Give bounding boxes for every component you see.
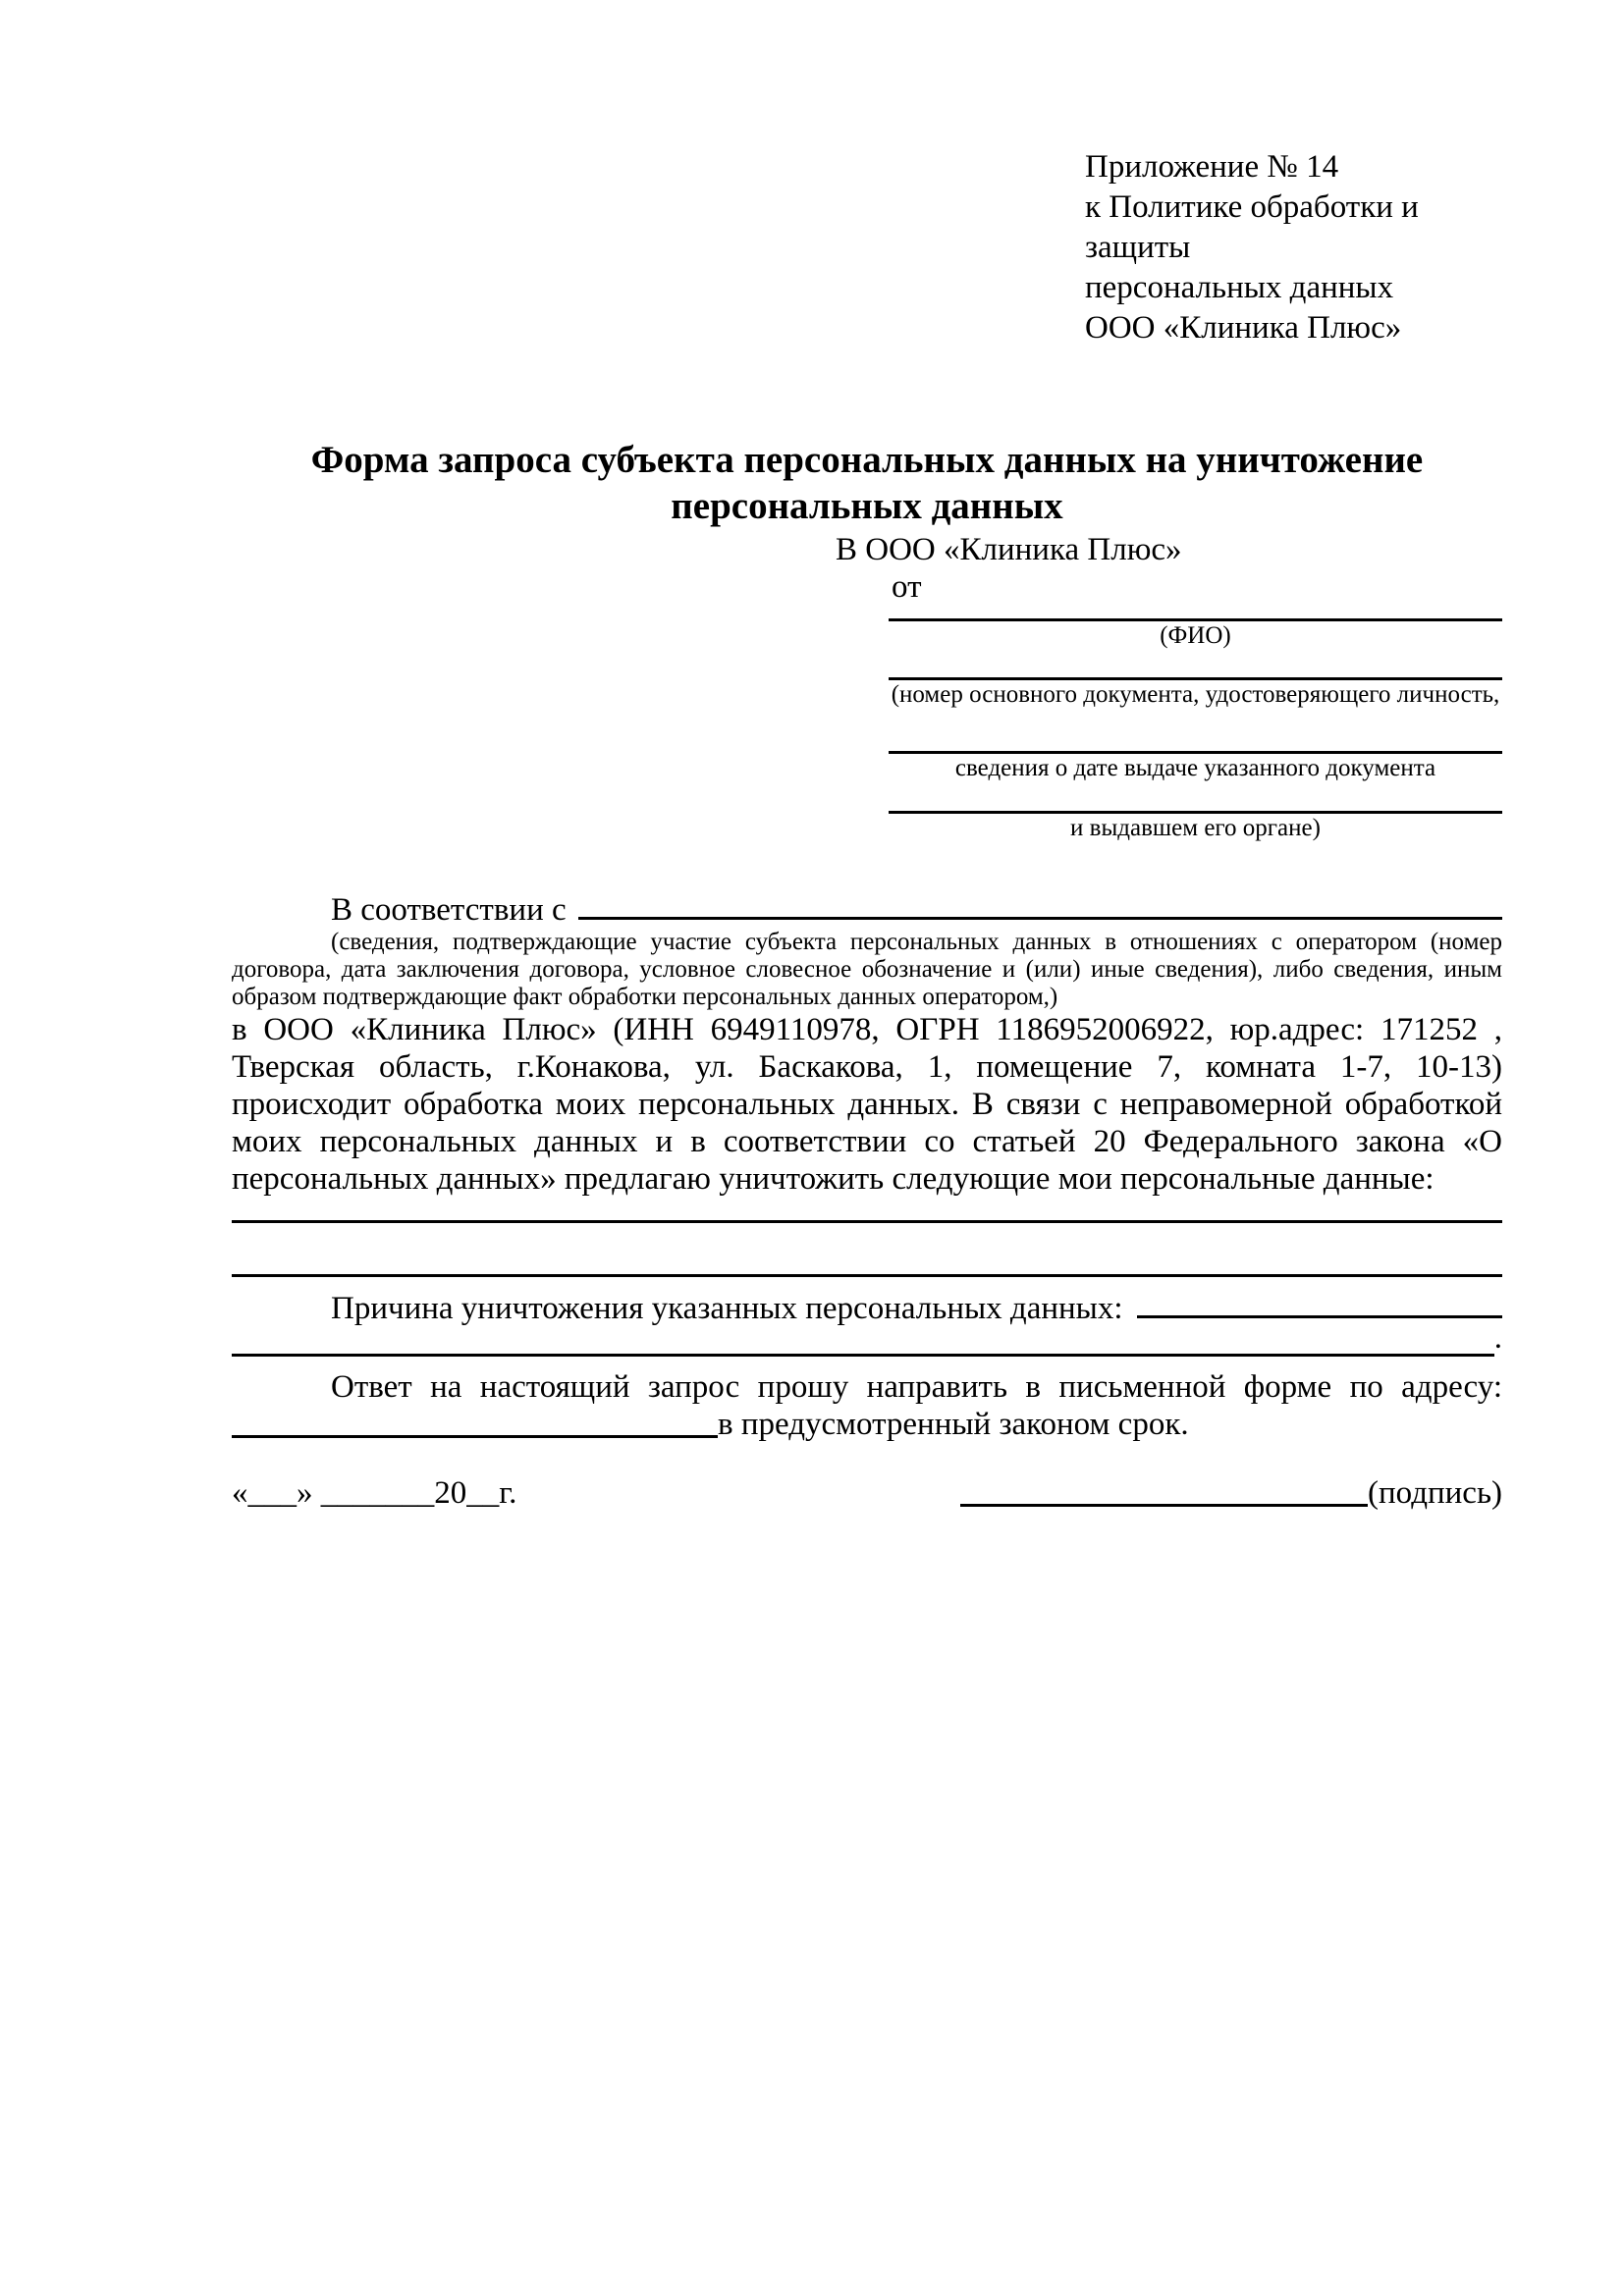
accordance-lead: В соответствии с [331, 892, 567, 928]
reason-continuation-line [232, 1327, 1494, 1357]
issue-date-caption: сведения о дате выдаче указанного документа [954, 755, 1436, 781]
answer-paragraph: Ответ на настоящий запрос прошу направить в письменной форме по адресу: [331, 1369, 1502, 1405]
answer-continuation-row [232, 1406, 1502, 1443]
header-note-line-4: ООО «Клиника Плюс» [1085, 310, 1402, 346]
fio-caption: (ФИО) [1160, 622, 1231, 649]
accordance-note: (сведения, подтверждающие участие субъекта персональных данных в отношениях с оператором (номер договора, дата заключения договора, условное словесное обозначение и (или) иные сведения), либо сведения, иным образом подтверждающие факт обработки персональных данных оператором,) [232, 929, 1502, 1010]
reason-blank-line [1137, 1289, 1502, 1318]
answer-suffix: в предусмотренный законом срок. [718, 1407, 1189, 1442]
fio-blank-line [889, 606, 1502, 621]
signature-field [960, 1474, 1502, 1512]
reason-continuation-row [232, 1320, 1502, 1357]
header-note-line-1: Приложение № 14 [1085, 149, 1339, 185]
issuing-authority-blank-line [889, 783, 1502, 814]
header-note [1085, 147, 1502, 348]
document-title [232, 437, 1502, 529]
accordance-row [232, 890, 1502, 929]
reason-period: . [1493, 1320, 1502, 1356]
data-blank-line-1 [232, 1198, 1502, 1223]
issuing-authority-caption: и выдавшем его органе) [1070, 815, 1321, 841]
date-field: «___» _______20__г. [232, 1475, 517, 1511]
title-line-2: персональных данных [671, 485, 1063, 527]
addressee-organization: В ООО «Клиника Плюс» [836, 532, 1182, 567]
document-number-blank-line [889, 651, 1502, 680]
accordance-blank-line [578, 890, 1502, 920]
reason-row [232, 1289, 1502, 1327]
body-paragraph: в ООО «Клиника Плюс» (ИНН 6949110978, ОГРН 1186952006922, юр.адрес: 171252 , Тверская область, г.Конакова, ул. Баскакова, 1, помещение 7, комната 1-7, 10-13) происходит обработка моих персональных данных. В связи с неправомерной обработкой моих персональных данных и в соответствии со статьей 20 Федерального закона «О персональных данных» предлагаю уничтожить следующие мои персональные данные: [232, 1012, 1502, 1197]
signature-caption: (подпись) [1368, 1475, 1502, 1511]
header-note-line-3: персональных данных [1085, 270, 1394, 305]
issue-date-blank-line [889, 710, 1502, 754]
signature-blank-line [960, 1479, 1368, 1507]
addressee-fields [889, 606, 1502, 843]
reason-label: Причина уничтожения указанных персональных данных: [331, 1291, 1123, 1326]
footer-row [232, 1474, 1502, 1512]
title-line-1: Форма запроса субъекта персональных данных на уничтожение [310, 439, 1424, 481]
from-label: от [892, 569, 922, 605]
address-blank-line [232, 1411, 718, 1438]
document-number-caption: (номер основного документа, удостоверяющего личность, [891, 681, 1500, 708]
header-note-line-2: к Политике обработки и защиты [1085, 189, 1419, 265]
data-blank-line-2 [232, 1223, 1502, 1277]
